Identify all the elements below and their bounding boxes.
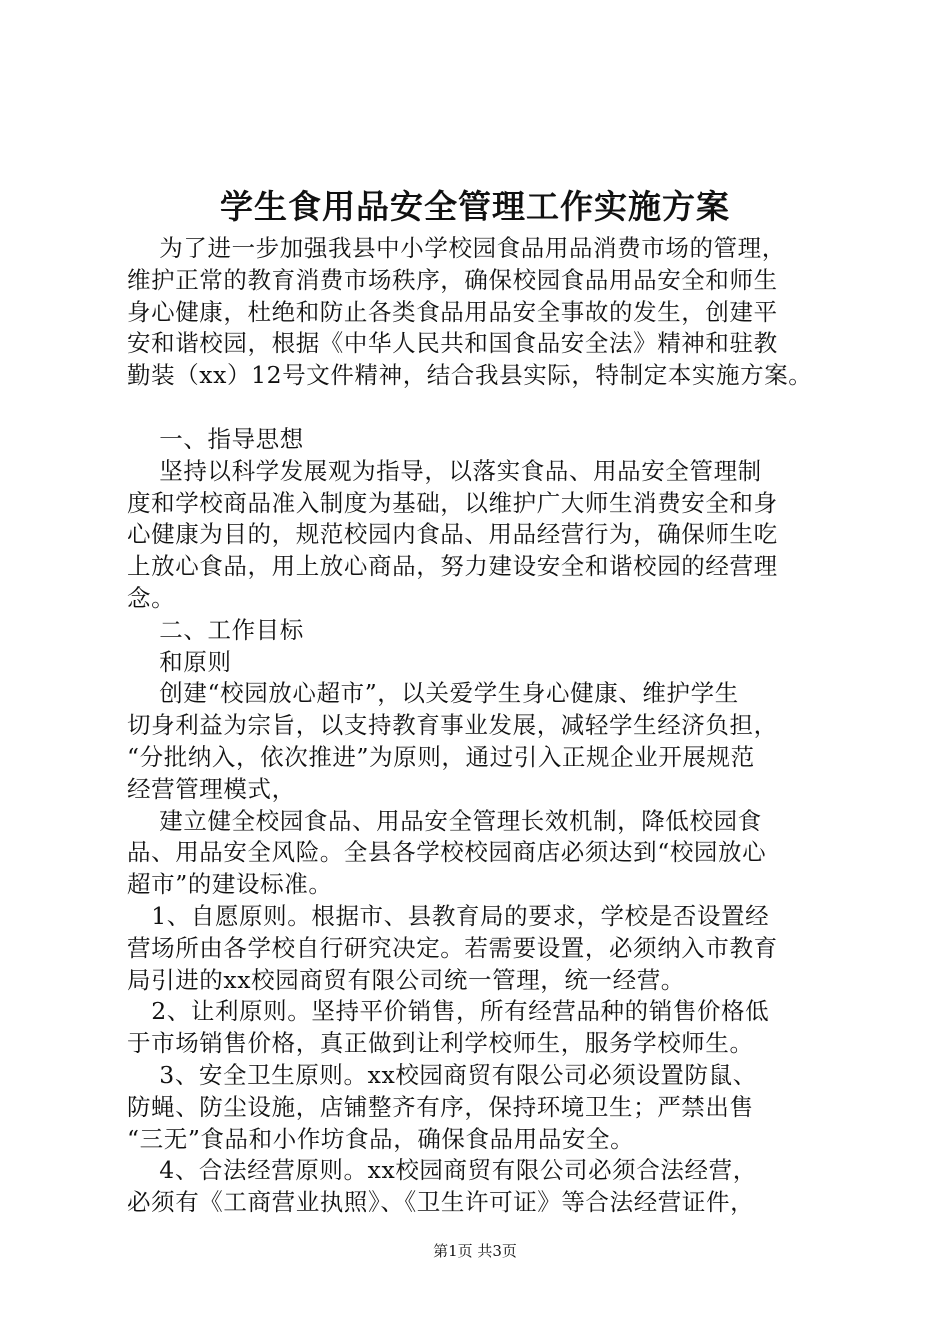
section-heading: 和原则 xyxy=(127,647,232,676)
body-line: “三无”食品和小作坊食品，确保食品用品安全。 xyxy=(127,1124,635,1153)
body-line: 建立健全校园食品、用品安全管理长效机制，降低校园食 xyxy=(127,806,762,835)
body-line: 品、用品安全风险。全县各学校校园商店必须达到“校园放心 xyxy=(127,838,767,867)
body-line: 心健康为目的，规范校园内食品、用品经营行为，确保师生吃 xyxy=(127,520,778,549)
body-line: “分批纳入，依次推进”为原则，通过引入正规企业开展规范 xyxy=(127,742,755,771)
body-line: 度和学校商品准入制度为基础，以维护广大师生消费安全和身 xyxy=(127,488,778,517)
body-line: 营场所由各学校自行研究决定。若需要设置，必须纳入市教育 xyxy=(127,933,778,962)
body-line: 坚持以科学发展观为指导，以落实食品、用品安全管理制 xyxy=(127,456,762,485)
body-line: 必须有《工商营业执照》、《卫生许可证》等合法经营证件， xyxy=(127,1188,755,1217)
paragraph-gap xyxy=(127,392,827,424)
body-line: 上放心食品，用上放心商品，努力建设安全和谐校园的经营理 xyxy=(127,552,778,581)
body-line: 局引进的xx校园商贸有限公司统一管理，统一经营。 xyxy=(127,965,685,994)
body-line: 2、让利原则。坚持平价销售，所有经营品种的销售价格低 xyxy=(127,997,770,1026)
body-line: 为了进一步加强我县中小学校园食品用品消费市场的管理， xyxy=(127,234,786,262)
body-line: 防蝇、防尘设施，店铺整齐有序，保持环境卫生；严禁出售 xyxy=(127,1092,754,1121)
body-line: 安和谐校园，根据《中华人民共和国食品安全法》精神和驻教 xyxy=(127,329,778,358)
document-body xyxy=(127,233,827,1219)
page-number: 第1页 共3页 xyxy=(433,1242,517,1260)
body-line: 3、安全卫生原则。xx校园商贸有限公司必须设置防鼠、 xyxy=(127,1060,757,1089)
body-line: 于市场销售价格，真正做到让利学校师生，服务学校师生。 xyxy=(127,1029,754,1058)
section-heading: 二、工作目标 xyxy=(127,615,304,644)
section-heading: 一、指导思想 xyxy=(127,424,304,453)
body-line: 切身利益为宗旨，以支持教育事业发展，减轻学生经济负担， xyxy=(127,711,778,740)
body-line: 身心健康，杜绝和防止各类食品用品安全事故的发生，创建平 xyxy=(127,297,778,326)
body-line: 超市”的建设标准。 xyxy=(127,870,333,899)
body-line: 经营管理模式， xyxy=(127,774,296,803)
body-line: 念。 xyxy=(127,583,176,612)
body-line: 1、自愿原则。根据市、县教育局的要求，学校是否设置经 xyxy=(127,901,770,930)
body-line: 勤装（xx）12号文件精神，结合我县实际，特制定本实施方案。 xyxy=(127,361,813,390)
body-line: 创建“校园放心超市”，以关爱学生身心健康、维护学生 xyxy=(127,679,739,708)
body-line: 4、合法经营原则。xx校园商贸有限公司必须合法经营， xyxy=(127,1156,757,1185)
body-line: 维护正常的教育消费市场秩序，确保校园食品用品安全和师生 xyxy=(127,265,778,294)
document-title: 学生食用品安全管理工作实施方案 xyxy=(220,187,730,226)
